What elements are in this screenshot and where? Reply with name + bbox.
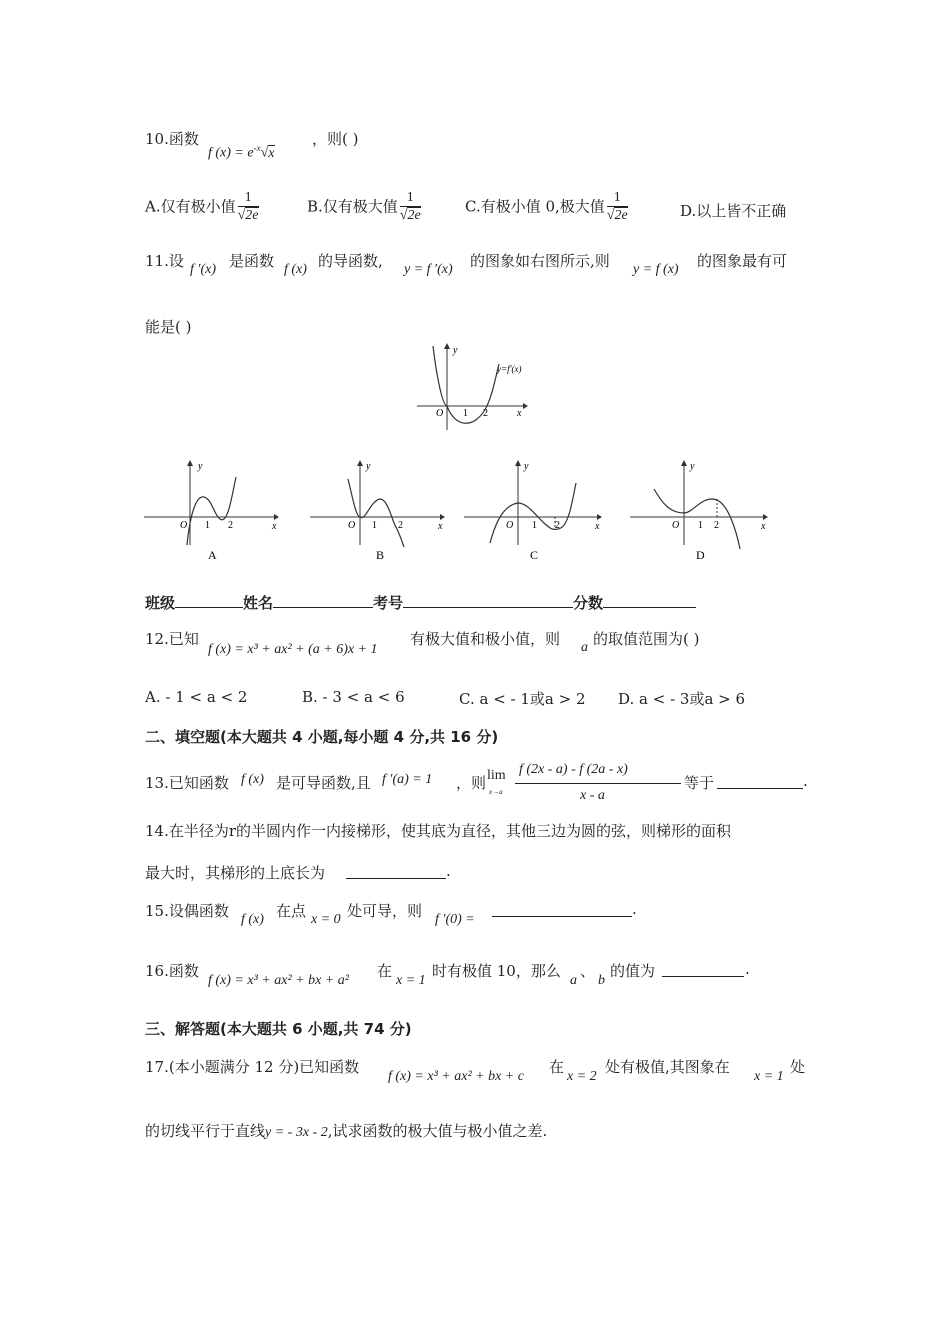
q10-tail: ，则( ) <box>312 130 359 148</box>
tick-2: 2 <box>555 520 560 531</box>
tick-1: 1 <box>532 520 537 531</box>
q11-f4: y = f (x) <box>633 262 679 277</box>
origin-label: O <box>672 520 680 531</box>
q15-p1: 15.设偶函数 <box>145 902 229 920</box>
y-label: y <box>453 345 458 356</box>
q13-p4: 等于 <box>684 774 715 792</box>
q13-numerator: f (2x - a) - f (2a - x) <box>519 762 628 777</box>
q11-p2: 是函数 <box>229 252 275 270</box>
q17-p2: 在 <box>549 1058 565 1076</box>
choice-graph-c <box>462 455 607 565</box>
x-label: x <box>438 521 443 532</box>
q15-p3: 处可导，则 <box>347 902 423 920</box>
q16-b: b <box>598 973 605 988</box>
origin-label: O <box>348 520 356 531</box>
q10-option-a: A.仅有极小值 $\frac{1}{√2e}$ <box>145 190 259 223</box>
q11-p3: 的导函数, <box>318 252 383 270</box>
q14-line1: 14.在半径为r的半圆内作一内接梯形，使其底为直径，其他三边为圆的弦，则梯形的面积 <box>145 822 732 840</box>
q16-formula: f (x) = x³ + ax² + bx + a² <box>208 973 349 988</box>
origin-label: O <box>436 408 444 419</box>
q10-option-d: D.以上皆不正确 <box>680 202 787 220</box>
exam-no-field[interactable] <box>403 593 573 608</box>
q12-option-b: B. - 3 < a < 6 <box>302 688 405 706</box>
q12-var: a <box>581 640 588 655</box>
q15-answer-blank[interactable] <box>492 902 632 917</box>
y-label: y <box>690 461 695 472</box>
q11-line2: 能是( ) <box>145 318 192 336</box>
choice-graph-a <box>142 455 282 565</box>
q15-p2: 在点 <box>276 902 307 920</box>
x-label: x <box>761 521 766 532</box>
derivative-graph <box>415 340 530 432</box>
q16-f2: x = 1 <box>396 973 426 988</box>
q12-p1: 12.已知 <box>145 630 199 648</box>
origin-label: O <box>506 520 514 531</box>
q12-option-d: D. a < - 3或a > 6 <box>618 690 746 708</box>
x-label: x <box>272 521 277 532</box>
origin-label: O <box>180 520 188 531</box>
q13-lim-sub: x→a <box>489 788 503 796</box>
q17-p1: 17.(本小题满分 12 分)已知函数 <box>145 1058 360 1076</box>
q16-p2: 在 <box>377 962 393 980</box>
q17-f3: x = 1 <box>754 1069 784 1084</box>
tick-2: 2 <box>228 520 233 531</box>
q17-line2: 的切线平行于直线y = - 3x - 2,试求函数的极大值与极小值之差. <box>145 1122 548 1140</box>
class-label: 班级 <box>145 594 176 612</box>
tick-2: 2 <box>483 408 488 419</box>
q15-f1: f (x) <box>241 912 264 927</box>
info-line <box>145 592 696 613</box>
q12-formula: f (x) = x³ + ax² + (a + 6)x + 1 <box>208 642 378 657</box>
score-label: 分数 <box>573 594 604 612</box>
score-field[interactable] <box>603 593 696 608</box>
q16-answer-blank[interactable] <box>662 962 744 977</box>
exam-no-label: 考号 <box>373 594 404 612</box>
q10-formula: f $(x) = e^{-x}√x$ <box>208 143 275 161</box>
q10-option-c: C.有极小值 0,极大值 $\frac{1}{√2e}$ <box>465 190 628 223</box>
name-field[interactable] <box>273 593 373 608</box>
q13-p1: 13.已知函数 <box>145 774 229 792</box>
q17-p4: 处 <box>790 1058 806 1076</box>
q11-p4: 的图象如右图所示,则 <box>470 252 610 270</box>
q13-f1: f (x) <box>241 772 264 787</box>
y-label: y <box>198 461 203 472</box>
curve-label: y=f′(x) <box>497 364 522 374</box>
q16-p4: 的值为 <box>610 962 656 980</box>
choice-letter: B <box>376 548 385 562</box>
class-field[interactable] <box>175 593 243 608</box>
q16-p1: 16.函数 <box>145 962 199 980</box>
q12-option-c: C. a < - 1或a > 2 <box>459 690 586 708</box>
choice-graph-d <box>628 455 773 565</box>
y-label: y <box>366 461 371 472</box>
q16-a: a <box>570 973 577 988</box>
q16-sep: 、 <box>580 962 596 980</box>
q10-stem: 10.函数 <box>145 130 199 148</box>
q16-p3: 时有极值 10，那么 <box>432 962 561 980</box>
q11-p1: 11.设 <box>145 252 184 270</box>
q17-p3: 处有极值,其图象在 <box>605 1058 730 1076</box>
q12-p3: 的取值范围为( ) <box>593 630 700 648</box>
q13-p3: ，则 <box>456 774 487 792</box>
q15-f3: f ′(0) = <box>435 912 475 927</box>
choice-graph-b <box>308 455 448 565</box>
tick-1: 1 <box>205 520 210 531</box>
q10-option-b: B.仅有极大值 $\frac{1}{√2e}$ <box>307 190 421 223</box>
q12-p2: 有极大值和极小值，则 <box>410 630 561 648</box>
choice-letter: D <box>696 548 705 562</box>
q17-f2: x = 2 <box>567 1069 597 1084</box>
name-label: 姓名 <box>243 594 274 612</box>
tick-1: 1 <box>698 520 703 531</box>
q14-line2: 最大时，其梯形的上底长为 <box>145 864 326 882</box>
q11-f2: f (x) <box>284 262 307 277</box>
tick-1: 1 <box>372 520 377 531</box>
q11-f1: f ′(x) <box>190 262 216 277</box>
q12-option-a: A. - 1 < a < 2 <box>145 688 248 706</box>
tick-1: 1 <box>463 408 468 419</box>
q13-answer-blank[interactable] <box>717 774 803 789</box>
tick-2: 2 <box>714 520 719 531</box>
q16-end: . <box>745 960 750 978</box>
y-label: y <box>524 461 529 472</box>
x-label: x <box>517 408 522 419</box>
q13-end: . <box>803 772 808 790</box>
q15-f2: x = 0 <box>311 912 341 927</box>
q14-answer-blank[interactable] <box>346 864 446 879</box>
q15-end: . <box>632 900 637 918</box>
choice-letter: C <box>530 548 539 562</box>
q13-p2: 是可导函数,且 <box>276 774 371 792</box>
tick-2: 2 <box>398 520 403 531</box>
q11-f3: y = f ′(x) <box>404 262 453 277</box>
q13-f2: f ′(a) = 1 <box>382 772 433 787</box>
q13-denominator: x - a <box>580 788 605 803</box>
q13-fraction-bar <box>515 783 681 784</box>
section-3-title: 三、解答题(本大题共 6 小题,共 74 分) <box>145 1020 412 1038</box>
section-2-title: 二、填空题(本大题共 4 小题,每小题 4 分,共 16 分) <box>145 728 499 746</box>
q11-p5: 的图象最有可 <box>697 252 788 270</box>
q13-lim: lim <box>487 768 506 783</box>
x-label: x <box>595 521 600 532</box>
choice-letter: A <box>208 548 217 562</box>
q14-end: . <box>446 862 451 880</box>
q17-formula: f (x) = x³ + ax² + bx + c <box>388 1069 524 1084</box>
